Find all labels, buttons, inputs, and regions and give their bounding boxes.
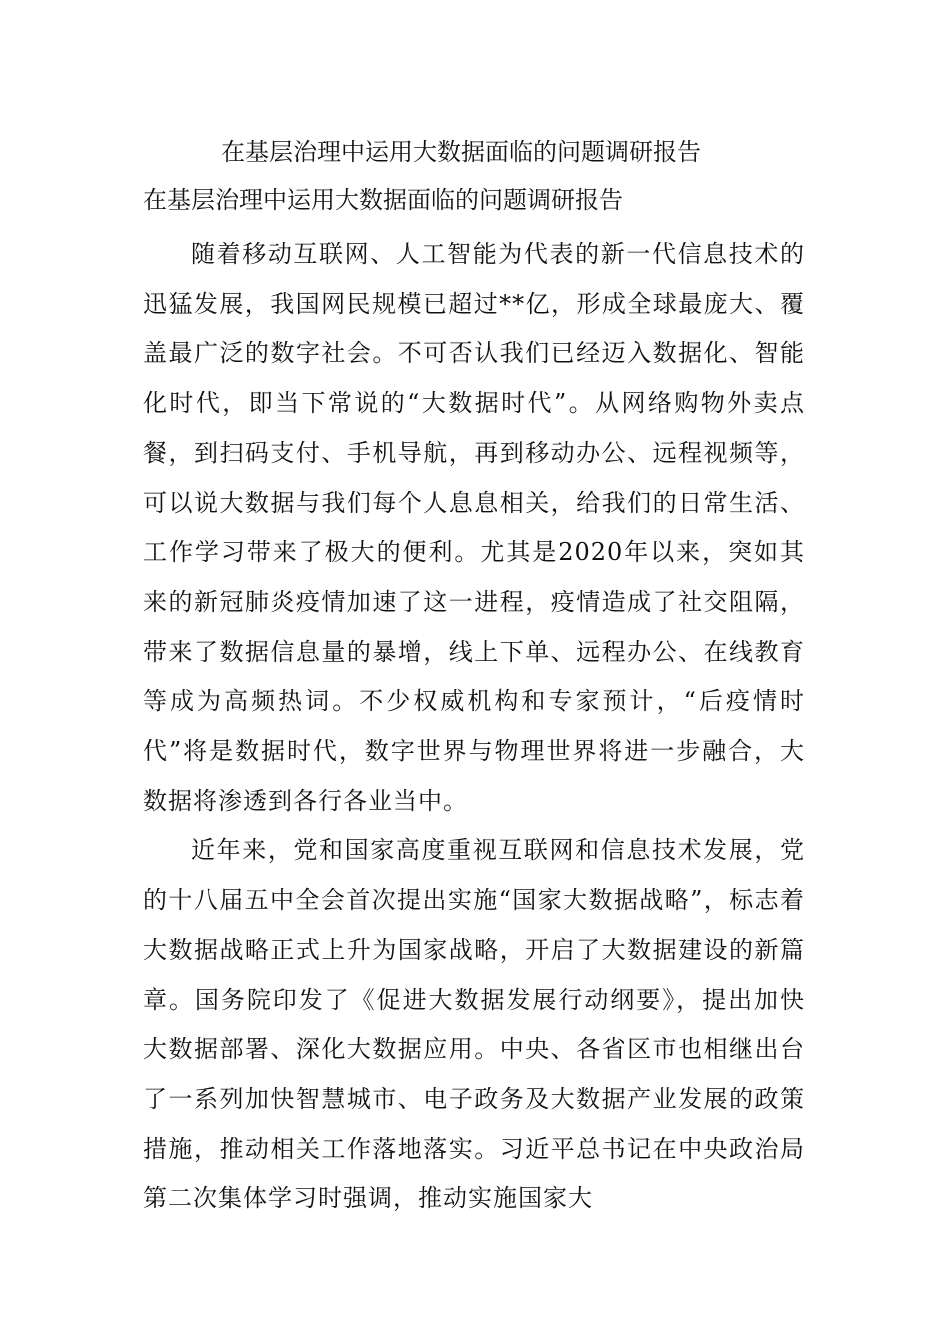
document-subtitle: 在基层治理中运用大数据面临的问题调研报告 bbox=[143, 186, 623, 214]
paragraph-2: 近年来，党和国家高度重视互联网和信息技术发展，党的十八届五中全会首次提出实施“国家大数据战略”，标志着大数据战略正式上升为国家战略，开启了大数据建设的新篇章。国务院印发了《促进大数据发展行动纲要》，提出加快大数据部署、深化大数据应用。中央、各省区市也相继出台了一系列加快智慧城市、电子政务及大数据产业发展的政策措施，推动相关工作落地落实。习近平总书记在中央政治局第二次集体学习时强调，推动实施国家大 bbox=[143, 836, 805, 1213]
document-body bbox=[143, 230, 805, 1224]
document-title: 在基层治理中运用大数据面临的问题调研报告 bbox=[221, 138, 701, 166]
paragraph-1: 随着移动互联网、人工智能为代表的新一代信息技术的迅猛发展，我国网民规模已超过**亿，形成全球最庞大、覆盖最广泛的数字社会。不可否认我们已经迈入数据化、智能化时代，即当下常说的“大数据时代”。从网络购物外卖点餐，到扫码支付、手机导航，再到移动办公、远程视频等，可以说大数据与我们每个人息息相关，给我们的日常生活、工作学习带来了极大的便利。尤其是2020年以来，突如其来的新冠肺炎疫情加速了这一进程，疫情造成了社交阻隔，带来了数据信息量的暴增，线上下单、远程办公、在线教育等成为高频热词。不少权威机构和专家预计，“后疫情时代”将是数据时代，数字世界与物理世界将进一步融合，大数据将渗透到各行各业当中。 bbox=[143, 240, 805, 815]
